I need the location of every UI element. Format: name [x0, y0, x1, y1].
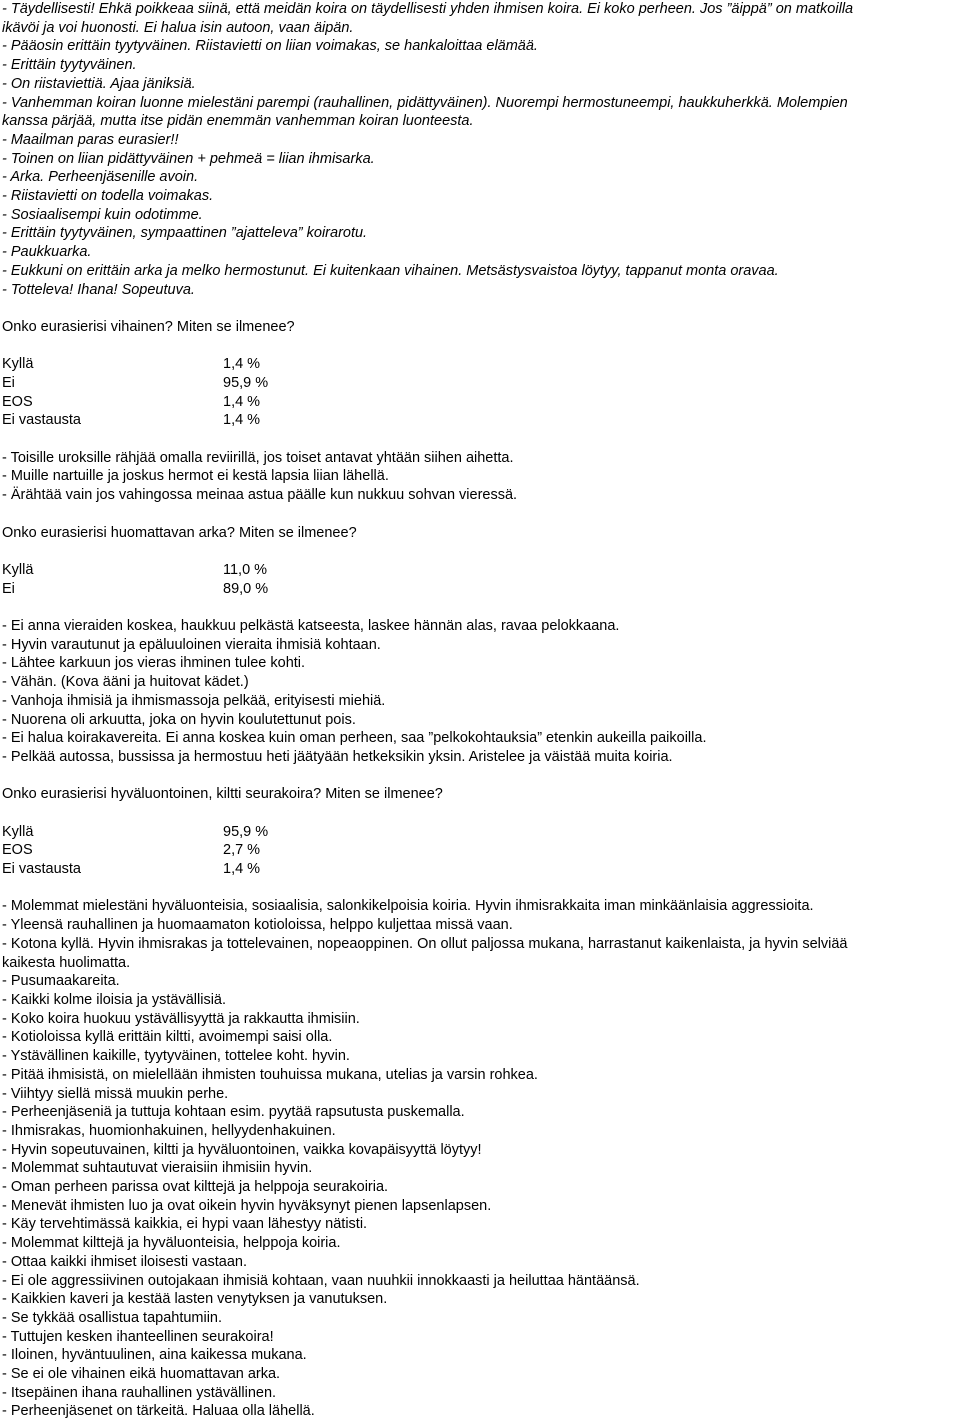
comment-line: - Molemmat suhtautuvat vieraisiin ihmisiin hyvin. [2, 1160, 313, 1177]
stat-label: Kyllä [2, 823, 34, 840]
stat-label: Ei [2, 580, 15, 597]
comment-line: - Oman perheen parissa ovat kilttejä ja helppoja seurakoiria. [2, 1179, 389, 1196]
spacer [2, 542, 960, 561]
spacer [2, 598, 960, 617]
comment-line: - Kaikki kolme iloisia ja ystävällisiä. [2, 991, 227, 1008]
comment-line: - Ei halua koirakavereita. Ei anna koskea kuin oman perheen, saa ”pelkokohtauksia” etenkin aukeilla paikoilla. [2, 730, 707, 747]
spacer [2, 505, 960, 524]
comment-line: - Erittäin tyytyväinen. [2, 57, 137, 74]
comment-line: - Ystävällinen kaikille, tyytyväinen, tottelee koht. hyvin. [2, 1048, 350, 1065]
stat-label: Kyllä [2, 561, 34, 578]
comment-line: - Tuttujen kesken ihanteellinen seurakoira! [2, 1328, 274, 1345]
comments-aggressive [2, 449, 960, 505]
comment-line: - Ihmisrakas, huomionhakuinen, hellyydenhakuinen. [2, 1122, 336, 1139]
stat-value: 1,4 % [223, 356, 261, 373]
comments-shy [2, 617, 960, 767]
comment-line: - Arka. Perheenjäsenille avoin. [2, 169, 199, 186]
stat-value: 95,9 % [223, 375, 269, 392]
stat-row [2, 841, 960, 860]
stats-shy [2, 561, 960, 598]
stat-label: Ei vastausta [2, 861, 81, 878]
spacer [2, 879, 960, 898]
comment-line: - Kotioloissa kyllä erittäin kiltti, avoimempi saisi olla. [2, 1029, 333, 1046]
comment-line: - Koko koira huokuu ystävällisyyttä ja rakkautta ihmisiin. [2, 1010, 360, 1027]
comment-line: - Ottaa kaikki ihmiset iloisesti vastaan. [2, 1253, 247, 1270]
comment-line: - Kaikkien kaveri ja kestää lasten venytyksen ja vanutuksen. [2, 1291, 388, 1308]
stat-label: EOS [2, 393, 33, 410]
spacer [2, 430, 960, 449]
stat-row [2, 411, 960, 430]
comment-line: - Hyvin sopeutuvainen, kiltti ja hyväluontoinen, vaikka kovapäisyyttä löytyy! [2, 1141, 482, 1158]
comment-line: - Muille nartuille ja joskus hermot ei kestä lapsia liian lähellä. [2, 468, 389, 485]
question-friendly: Onko eurasierisi hyväluontoinen, kiltti seurakoira? Miten se ilmenee? [2, 786, 443, 803]
spacer [2, 804, 960, 823]
comment-line: - Menevät ihmisten luo ja ovat oikein hyvin hyväksynyt pienen lapsenlapsen. [2, 1197, 492, 1214]
comment-line: - Ei anna vieraiden koskea, haukkuu pelkästä katseesta, laskee hännän alas, ravaa pelokkaana. [2, 618, 620, 635]
comment-line: - Perheenjäsenet on tärkeitä. Haluaa olla lähellä. [2, 1403, 315, 1420]
comment-line: - Riistavietti on todella voimakas. [2, 188, 214, 205]
comment-line: - Pääosin erittäin tyytyväinen. Riistavietti on liian voimakas, se hankaloittaa elämää. [2, 38, 538, 55]
stat-value: 89,0 % [223, 580, 269, 597]
stats-friendly [2, 823, 960, 879]
comment-line: - Totteleva! Ihana! Sopeutuva. [2, 281, 195, 298]
question-aggressive: Onko eurasierisi vihainen? Miten se ilmenee? [2, 318, 295, 335]
comment-line: - Toinen on liian pidättyväinen + pehmeä = liian ihmisarka. [2, 150, 375, 167]
comment-line: ikävöi ja voi huonosti. Ei halua isin autoon, vaan äipän. [2, 19, 354, 36]
comment-line: - Molemmat kilttejä ja hyväluonteisia, helppoja koiria. [2, 1235, 341, 1252]
comment-line: - Se tykkää osallistua tapahtumiin. [2, 1309, 223, 1326]
stat-row [2, 823, 960, 842]
comment-line: - Paukkuarka. [2, 244, 92, 261]
stat-value: 1,4 % [223, 393, 261, 410]
comment-line: - Itsepäinen ihana rauhallinen ystävällinen. [2, 1384, 277, 1401]
comment-line: - Kotona kyllä. Hyvin ihmisrakas ja tottelevainen, nopeaoppinen. On ollut paljossa mukana, harrastanut kaikenlaista, ja hyvin selviää [2, 935, 848, 952]
comment-line: - Se ei ole vihainen eikä huomattavan arka. [2, 1366, 281, 1383]
spacer [2, 299, 960, 318]
stats-aggressive [2, 355, 960, 430]
comment-line: - Täydellisesti! Ehkä poikkeaa siinä, että meidän koira on täydellisesti yhden ihmisen koira. Ei koko perheen. Jos ”äippä” on matkoilla [2, 1, 854, 17]
comment-line: kanssa pärjää, mutta itse pidän enemmän vanhemman koiran luonteesta. [2, 113, 474, 130]
comment-line: kaikesta huolimatta. [2, 954, 131, 971]
comment-line: - Maailman paras eurasier!! [2, 131, 179, 148]
comments-friendly [2, 897, 960, 1421]
comment-line: - Käy tervehtimässä kaikkia, ei hypi vaan lähestyy nätisti. [2, 1216, 368, 1233]
spacer [2, 337, 960, 356]
intro-comments [2, 0, 960, 299]
stat-row [2, 860, 960, 879]
comment-line: - Yleensä rauhallinen ja huomaamaton kotioloissa, helppo kuljettaa missä vaan. [2, 917, 513, 934]
comment-line: - Molemmat mielestäni hyväluonteisia, sosiaalisia, salonkikelpoisia koiria. Hyvin ihmisrakkaita iman minkäänlaisia aggressioita. [2, 898, 814, 915]
comment-line: - Pitää ihmisistä, on mielellään ihmisten touhuissa mukana, utelias ja varsin rohkea. [2, 1066, 538, 1083]
comment-line: - Vanhemman koiran luonne mielestäni parempi (rauhallinen, pidättyväinen). Nuorempi hermostuneempi, haukkuherkkä. Molempien [2, 94, 848, 111]
stat-row [2, 355, 960, 374]
comment-line: - Erittäin tyytyväinen, sympaattinen ”ajatteleva” koirarotu. [2, 225, 368, 242]
stat-value: 1,4 % [223, 412, 261, 429]
comment-line: - Lähtee karkuun jos vieras ihminen tulee kohti. [2, 655, 306, 672]
comment-line: - Iloinen, hyväntuulinen, aina kaikessa mukana. [2, 1347, 307, 1364]
comment-line: - Ärähtää vain jos vahingossa meinaa astua päälle kun nukkuu sohvan vieressä. [2, 487, 518, 504]
comment-line: - Perheenjäseniä ja tuttuja kohtaan esim. pyytää rapsutusta puskemalla. [2, 1104, 465, 1121]
stat-label: EOS [2, 842, 33, 859]
stat-value: 1,4 % [223, 861, 261, 878]
comment-line: - Ei ole aggressiivinen outojakaan ihmisiä kohtaan, vaan nuuhkii innokkaasti ja heiluttaa häntäänsä. [2, 1272, 640, 1289]
comment-line: - Vähän. (Kova ääni ja huitovat kädet.) [2, 674, 249, 691]
question-shy: Onko eurasierisi huomattavan arka? Miten se ilmenee? [2, 524, 357, 541]
spacer [2, 767, 960, 786]
stat-label: Kyllä [2, 356, 34, 373]
comment-line: - On riistaviettiä. Ajaa jäniksiä. [2, 75, 196, 92]
comment-line: - Hyvin varautunut ja epäluuloinen vieraita ihmisiä kohtaan. [2, 636, 381, 653]
comment-line: - Eukkuni on erittäin arka ja melko hermostunut. Ei kuitenkaan vihainen. Metsästysvaistoa löytyy, tappanut monta oravaa. [2, 262, 779, 279]
stat-row [2, 393, 960, 412]
comment-line: - Sosiaalisempi kuin odotimme. [2, 206, 203, 223]
stat-label: Ei vastausta [2, 412, 81, 429]
stat-value: 11,0 % [223, 561, 268, 578]
stat-value: 95,9 % [223, 823, 269, 840]
stat-label: Ei [2, 375, 15, 392]
stat-row [2, 374, 960, 393]
comment-line: - Toisille uroksille rähjää omalla reviirillä, jos toiset antavat yhtään siihen aihetta. [2, 449, 514, 466]
stat-value: 2,7 % [223, 842, 261, 859]
comment-line: - Pusumaakareita. [2, 973, 120, 990]
comment-line: - Viihtyy siellä missä muukin perhe. [2, 1085, 229, 1102]
comment-line: - Nuorena oli arkuutta, joka on hyvin koulutettunut pois. [2, 711, 356, 728]
stat-row [2, 561, 960, 580]
comment-line: - Vanhoja ihmisiä ja ihmismassoja pelkää, erityisesti miehiä. [2, 692, 386, 709]
stat-row [2, 580, 960, 599]
comment-line: - Pelkää autossa, bussissa ja hermostuu heti jäätyään hetkeksikin yksin. Aristelee ja väistää muita koiria. [2, 748, 673, 765]
